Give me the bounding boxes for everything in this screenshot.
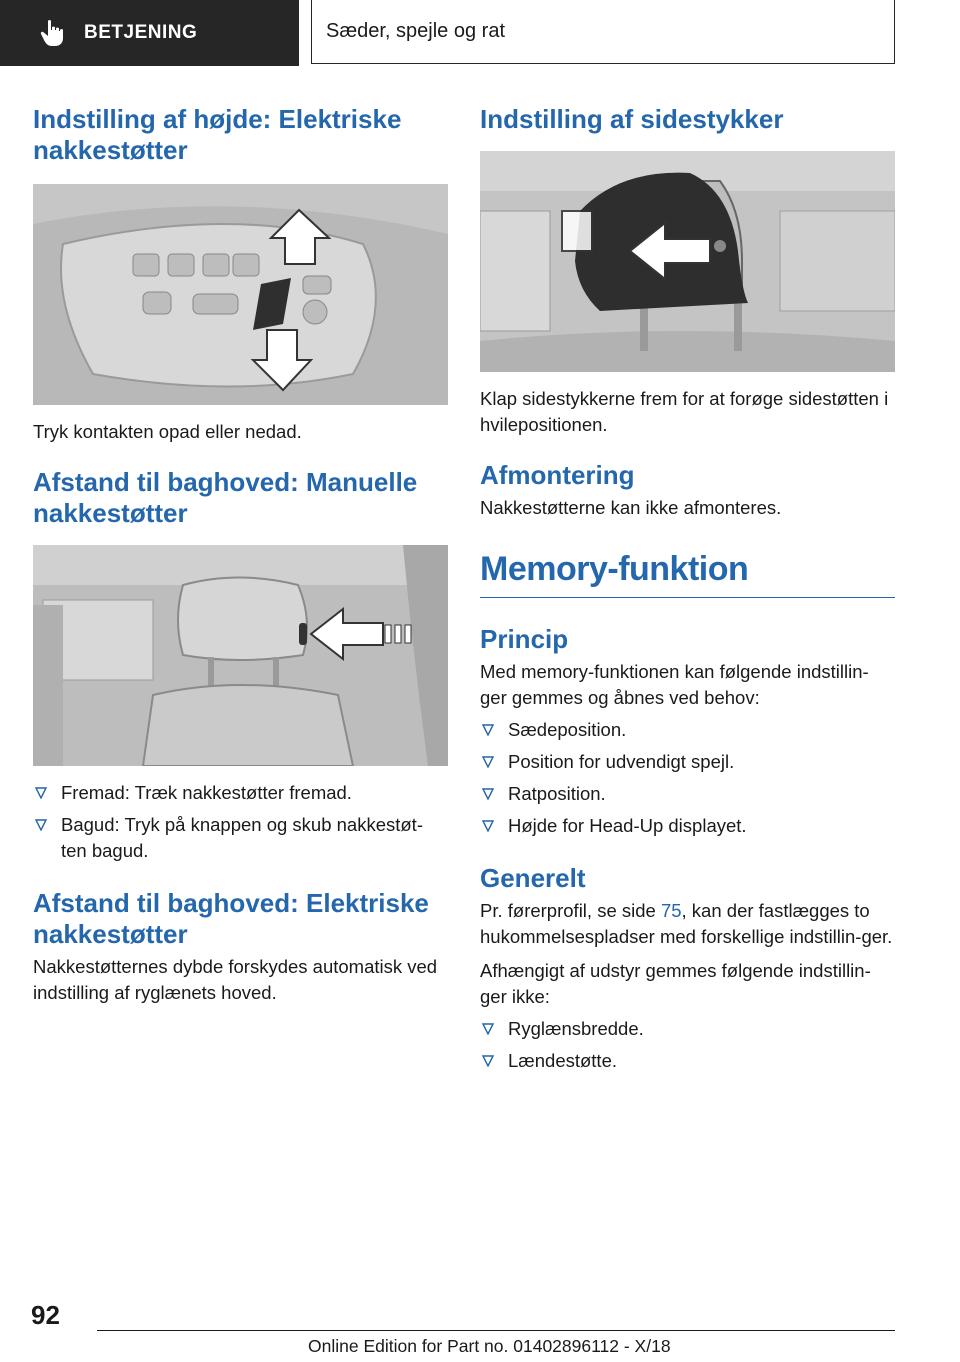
page-link[interactable]: 75 bbox=[660, 900, 682, 921]
paragraph-removal: Nakkestøtterne kan ikke afmonteres. bbox=[480, 497, 782, 518]
paragraph-principle: Med memory-funktionen kan følgende indstillin-ger gemmes og åbnes ved behov: bbox=[480, 661, 869, 708]
list-item bbox=[480, 749, 895, 775]
heading-electric-height: Indstilling af højde: Elektriske nakkestøtter bbox=[33, 104, 402, 165]
general-text-pre: Pr. førerprofil, se side bbox=[480, 900, 661, 921]
list-item bbox=[33, 780, 448, 806]
triangle-bullet-icon bbox=[482, 788, 494, 800]
list-item-text: Højde for Head-Up displayet. bbox=[508, 815, 747, 836]
triangle-bullet-icon bbox=[482, 756, 494, 768]
heading-electric-distance: Afstand til baghoved: Elektriske nakkestøtter bbox=[33, 888, 429, 949]
chapter-tab bbox=[311, 0, 895, 64]
list-manual bbox=[33, 780, 448, 864]
heading-principle: Princip bbox=[480, 624, 569, 654]
figure-seat-switch bbox=[33, 184, 448, 405]
triangle-bullet-icon bbox=[482, 1023, 494, 1035]
triangle-bullet-icon bbox=[482, 820, 494, 832]
heading-general: Generelt bbox=[480, 863, 586, 893]
list-item-text: Position for udvendigt spejl. bbox=[508, 751, 735, 772]
footer-rule bbox=[97, 1330, 895, 1331]
list-item-text: Ratposition. bbox=[508, 783, 606, 804]
right-column bbox=[480, 100, 895, 1074]
list-item bbox=[33, 812, 448, 864]
list-item bbox=[480, 1016, 895, 1042]
paragraph-switch: Tryk kontakten opad eller nedad. bbox=[33, 421, 302, 442]
triangle-bullet-icon bbox=[35, 819, 47, 831]
heading-manual-distance: Afstand til baghoved: Manuelle nakkestøtter bbox=[33, 467, 418, 528]
hand-pointer-icon bbox=[40, 19, 66, 47]
paragraph-depend: Afhængigt af udstyr gemmes følgende indstillin-ger ikke: bbox=[480, 960, 871, 1007]
heading-removal: Afmontering bbox=[480, 460, 635, 490]
heading-rule bbox=[480, 597, 895, 598]
section-tab bbox=[0, 0, 299, 66]
list-item bbox=[480, 781, 895, 807]
triangle-bullet-icon bbox=[35, 787, 47, 799]
footer-edition: Online Edition for Part no. 01402896112 - X/18 bbox=[308, 1336, 671, 1356]
list-item bbox=[480, 813, 895, 839]
page-number: 92 bbox=[31, 1300, 60, 1330]
list-item-text: Sædeposition. bbox=[508, 719, 627, 740]
list-item-text: Lændestøtte. bbox=[508, 1050, 618, 1071]
page-header bbox=[0, 0, 960, 66]
list-item-text: Ryglænsbredde. bbox=[508, 1018, 644, 1039]
triangle-bullet-icon bbox=[482, 724, 494, 736]
list-item-text: Bagud: Tryk på knappen og skub nakkestøt-ten bagud. bbox=[61, 814, 423, 861]
list-item bbox=[480, 1048, 895, 1074]
triangle-bullet-icon bbox=[482, 1055, 494, 1067]
figure-side-pieces bbox=[480, 151, 895, 372]
list-depend bbox=[480, 1016, 895, 1074]
section-label: BETJENING bbox=[84, 22, 198, 43]
heading-side-pieces: Indstilling af sidestykker bbox=[480, 104, 784, 134]
heading-memory: Memory-funktion bbox=[480, 550, 749, 588]
paragraph-general bbox=[480, 898, 895, 950]
list-principle bbox=[480, 717, 895, 839]
figure-manual-headrest bbox=[33, 545, 448, 766]
chapter-label: Sæder, spejle og rat bbox=[326, 20, 505, 42]
general-text-post: , kan der fastlægges to hukommelsespladser med forskellige indstillin-ger. bbox=[480, 900, 893, 947]
paragraph-side-pieces: Klap sidestykkerne frem for at forøge sidestøtten i hvilepositionen. bbox=[480, 388, 889, 435]
paragraph-electric-distance: Nakkestøtternes dybde forskydes automatisk ved indstilling af ryglænets hoved. bbox=[33, 956, 438, 1003]
list-item-text: Fremad: Træk nakkestøtter fremad. bbox=[61, 782, 352, 803]
list-item bbox=[480, 717, 895, 743]
left-column bbox=[33, 100, 448, 1006]
